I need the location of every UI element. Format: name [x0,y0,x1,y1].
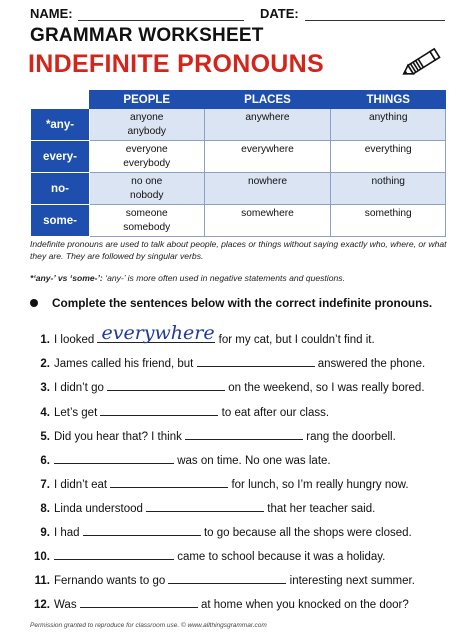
table-corner [31,91,90,109]
name-label: NAME: [30,6,73,21]
question-12 [30,597,409,613]
column-header-things: THINGS [331,91,446,109]
row-header-every: every- [31,141,90,173]
question-text: I didn’t eat [54,479,111,491]
things-cell: anything [331,109,446,141]
table-row [31,173,446,205]
question-text: at home when you knocked on the door? [197,599,409,611]
question-text: for my cat, but I couldn’t find it. [215,334,375,346]
answer-blank[interactable] [110,477,228,488]
places-cell: everywhere [204,141,331,173]
answer-blank[interactable] [54,453,174,464]
question-number: 12. [34,599,50,611]
question-number: 7. [40,479,50,491]
column-header-people: PEOPLE [90,91,205,109]
row-header-any: *any- [31,109,90,141]
question-number: 11. [34,575,50,587]
question-text: Was [54,599,80,611]
question-4 [30,405,329,421]
instructions [30,296,432,310]
question-8 [30,501,375,517]
question-text: that her teacher said. [264,503,376,515]
question-6 [30,453,331,469]
date-label: DATE: [260,6,299,21]
column-header-places: PLACES [204,91,331,109]
question-text: Did you hear that? I think [54,431,186,443]
question-text: to go because all the shops were closed. [200,527,412,539]
any-some-note [30,272,450,284]
answer-blank[interactable] [97,322,215,344]
question-number: 5. [40,431,50,443]
date-field[interactable] [305,20,445,21]
question-10 [30,549,385,565]
question-9 [30,525,412,541]
question-text: Fernando wants to go [54,575,169,587]
people-cell: no one nobody [90,173,205,205]
places-cell: nowhere [204,173,331,205]
question-text: Linda understood [54,503,147,515]
question-text: answered the phone. [314,358,426,370]
answer-blank[interactable] [83,525,201,536]
question-text: I had [54,527,83,539]
pencil-icon [400,45,446,81]
worksheet-header [30,6,444,24]
question-2 [30,356,425,372]
things-cell: everything [331,141,446,173]
answer-blank[interactable] [146,501,264,512]
table-row [31,205,446,237]
answer-blank[interactable] [168,573,286,584]
places-cell: anywhere [204,109,331,141]
question-text: interesting next summer. [286,575,415,587]
people-cell: someone somebody [90,205,205,237]
question-number: 4. [40,407,50,419]
any-some-label: *‘any-’ vs ‘some-’: [30,273,103,283]
pronoun-table [30,90,446,237]
people-cell: everyone everybody [90,141,205,173]
question-1 [30,322,375,348]
row-header-no: no- [31,173,90,205]
question-text: I looked [54,334,98,346]
question-text: I didn’t go [54,382,108,394]
question-11 [30,573,415,589]
answer-blank[interactable] [100,405,218,416]
question-text: Let’s get [54,407,101,419]
question-3 [30,380,425,396]
intro-note: Indefinite pronouns are used to talk about people, places or things without saying exactly who, where, or what they are. They are followed by singular verbs. [30,239,447,261]
question-text: was on time. No one was late. [174,455,331,467]
places-cell: somewhere [204,205,331,237]
things-cell: nothing [331,173,446,205]
answer-blank[interactable] [185,429,303,440]
answer-blank[interactable] [197,356,315,367]
worksheet-topic: INDEFINITE PRONOUNS [28,50,324,78]
question-number: 9. [40,527,50,539]
question-text: James called his friend, but [54,358,197,370]
answer-text: everywhere [101,322,215,344]
answer-blank[interactable] [80,597,198,608]
things-cell: something [331,205,446,237]
question-text: on the weekend, so I was really bored. [225,382,425,394]
table-row [31,109,446,141]
footer-credit: Permission granted to reproduce for classroom use. © www.allthingsgrammar.com [30,622,267,629]
people-cell: anyone anybody [90,109,205,141]
question-number: 6. [40,455,50,467]
instructions-text: Complete the sentences below with the correct indefinite pronouns. [52,296,433,310]
question-5 [30,429,396,445]
answer-blank[interactable] [107,380,225,391]
question-text: rang the doorbell. [303,431,396,443]
worksheet-title: GRAMMAR WORKSHEET [30,25,264,46]
question-text: came to school because it was a holiday. [174,551,386,563]
question-text: to eat after our class. [218,407,330,419]
question-7 [30,477,409,493]
question-number: 8. [40,503,50,515]
row-header-some: some- [31,205,90,237]
name-field[interactable] [78,20,244,21]
question-number: 1. [40,334,50,346]
question-text: for lunch, so I’m really hungry now. [228,479,409,491]
question-number: 2. [40,358,50,370]
answer-blank[interactable] [54,549,174,560]
question-number: 3. [40,382,50,394]
question-number: 10. [34,551,50,563]
bullet-icon [30,299,38,307]
any-some-text: ‘any-’ is more often used in negative statements and questions. [102,273,345,283]
table-row [31,141,446,173]
